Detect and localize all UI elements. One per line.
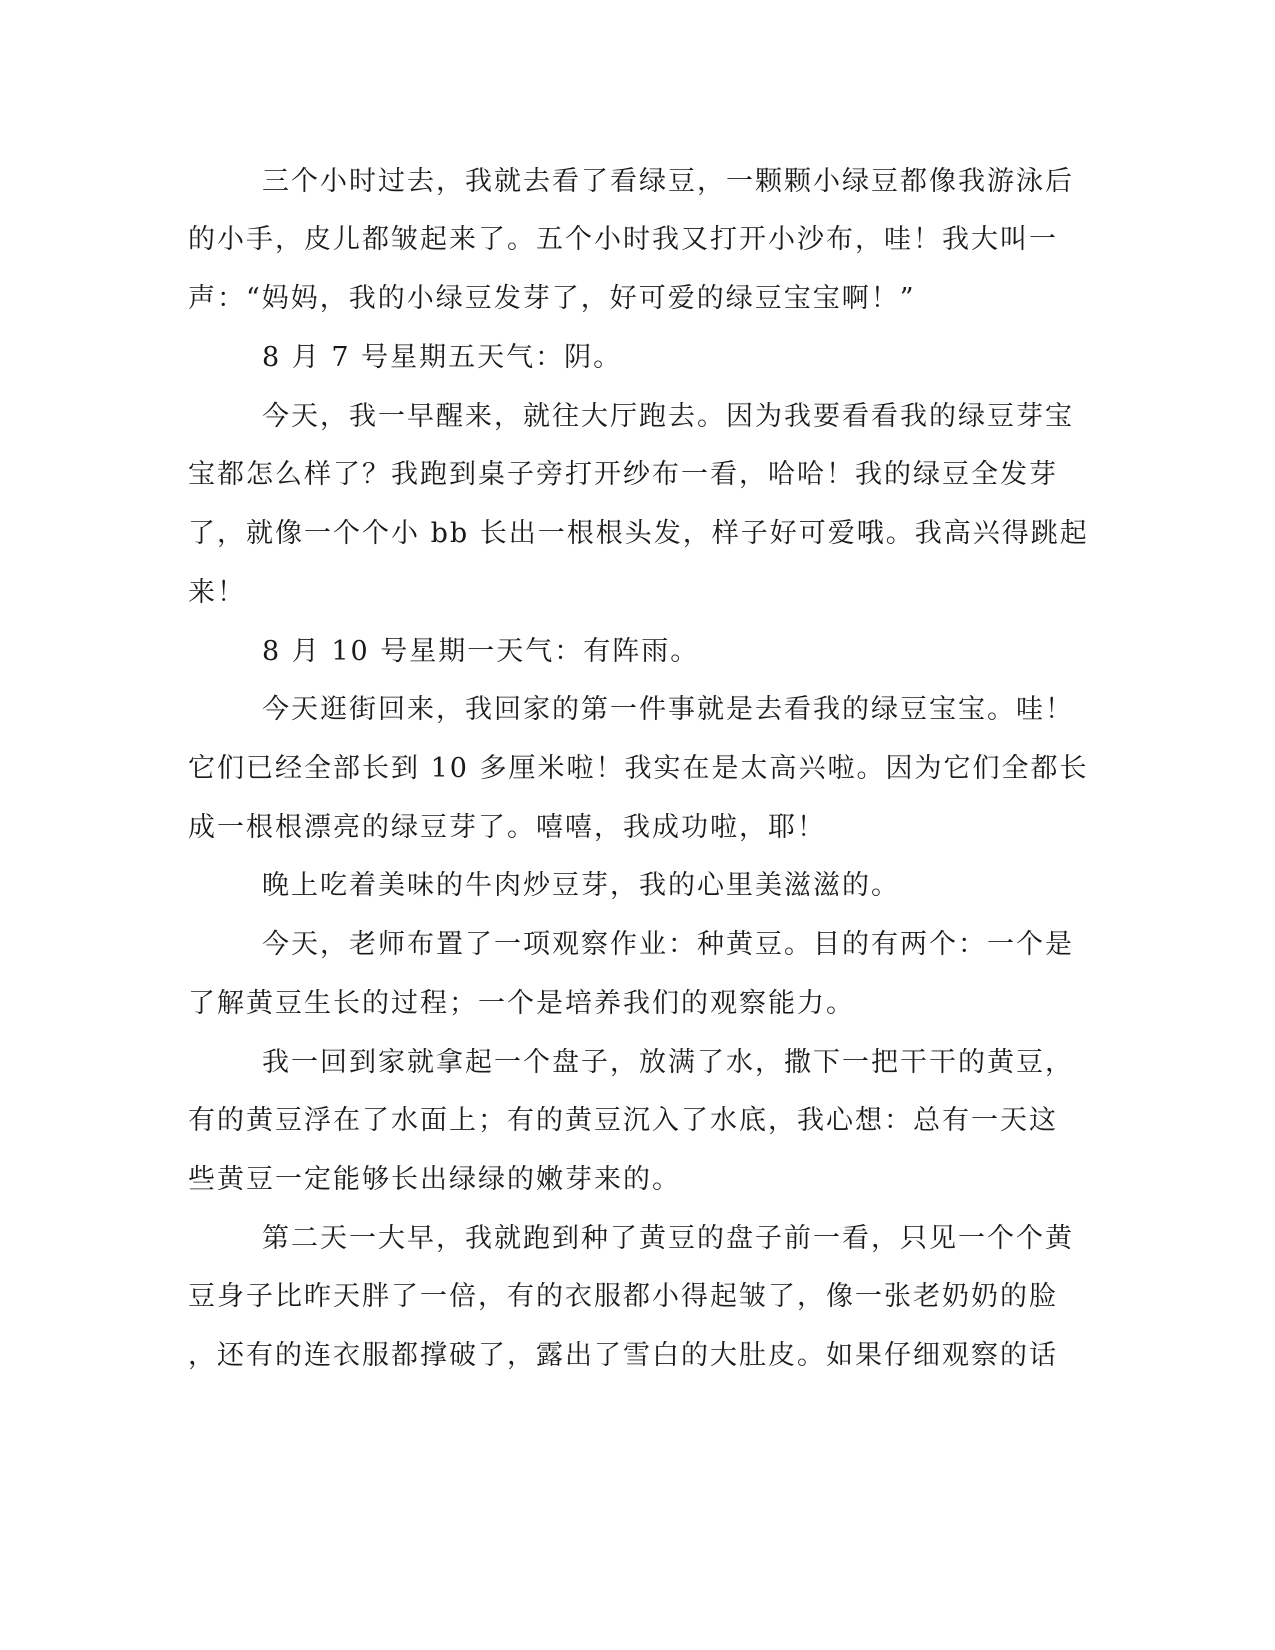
text-line: 它们已经全部长到 10 多厘米啦！我实在是太高兴啦。因为它们全都长 xyxy=(188,753,1089,784)
text-line: 的小手，皮儿都皱起来了。五个小时我又打开小沙布，哇！我大叫一 xyxy=(188,224,1058,255)
text-line: 晚上吃着美味的牛肉炒豆芽，我的心里美滋滋的。 xyxy=(262,870,900,901)
text-line: 今天逛街回来，我回家的第一件事就是去看我的绿豆宝宝。哇！ xyxy=(262,694,1074,725)
text-line: 豆身子比昨天胖了一倍，有的衣服都小得起皱了，像一张老奶奶的脸 xyxy=(188,1281,1058,1312)
text-line: 了，就像一个个小 bb 长出一根根头发，样子好可爱哦。我高兴得跳起 xyxy=(188,518,1089,549)
text-line: 了解黄豆生长的过程；一个是培养我们的观察能力。 xyxy=(188,988,855,1019)
text-line: 我一回到家就拿起一个盘子，放满了水，撒下一把干干的黄豆， xyxy=(262,1047,1074,1078)
text-line: ，还有的连衣服都撑破了，露出了雪白的大肚皮。如果仔细观察的话 xyxy=(188,1340,1058,1371)
text-line: 成一根根漂亮的绿豆芽了。嘻嘻，我成功啦，耶！ xyxy=(188,812,826,843)
text-line: 有的黄豆浮在了水面上；有的黄豆沉入了水底，我心想：总有一天这 xyxy=(188,1105,1058,1136)
date-weather-line: 8 月 7 号星期五天气：阴。 xyxy=(262,342,623,373)
text-line: 些黄豆一定能够长出绿绿的嫩芽来的。 xyxy=(188,1164,681,1195)
text-line: 第二天一大早，我就跑到种了黄豆的盘子前一看，只见一个个黄 xyxy=(262,1223,1074,1254)
text-line: 来！ xyxy=(188,577,246,608)
text-line: 三个小时过去，我就去看了看绿豆，一颗颗小绿豆都像我游泳后 xyxy=(262,166,1074,197)
text-line: 今天，我一早醒来，就往大厅跑去。因为我要看看我的绿豆芽宝 xyxy=(262,401,1074,432)
date-weather-line: 8 月 10 号星期一天气：有阵雨。 xyxy=(262,636,700,667)
text-line: 宝都怎么样了？我跑到桌子旁打开纱布一看，哈哈！我的绿豆全发芽 xyxy=(188,459,1058,490)
text-line: 声：“妈妈，我的小绿豆发芽了，好可爱的绿豆宝宝啊！” xyxy=(188,283,916,314)
text-line: 今天，老师布置了一项观察作业：种黄豆。目的有两个：一个是 xyxy=(262,929,1074,960)
